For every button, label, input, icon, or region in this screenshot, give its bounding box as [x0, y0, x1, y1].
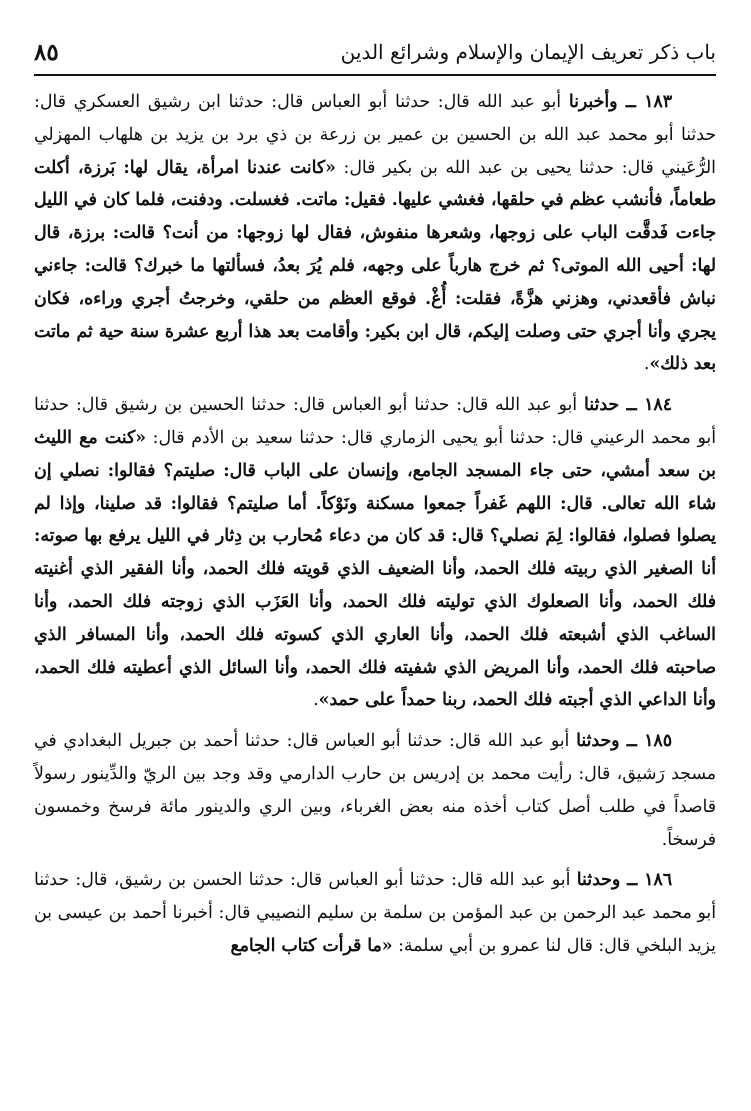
- entry-quote: «كنت مع الليث بن سعد أمشي، حتى جاء المسجد الجامع، وإنسان على الباب قال: صليتم؟ فقالوا: نصلي إن شاء الله تعالى. قال: اللهم غَفراً جمعوا مسكنة ونَوْكاً. أما صليتم؟ فقالوا: قد صلينا، وإذا لم يصلوا فصلوا، فقالوا: لِمَ نصلي؟ قال: قد كان من دعاء مُحارب بن دِثار في الليل يرفع بها صوته: أنا الصغير الذي ربيته فلك الحمد، وأنا الضعيف الذي قويته فلك الحمد، وأنا الفقير الذي أغنيته فلك الحمد، وأنا الصعلوك الذي توليته فلك الحمد، وأنا العَزَب الذي زوجته فلك الحمد، وأنا الساغب الذي أشبعته فلك الحمد، وأنا العاري الذي كسوته فلك الحمد، وأنا المسافر الذي صاحبته فلك الحمد، وأنا المريض الذي شفيته فلك الحمد، وأنا السائل الذي أعطيته فلك الحمد، وأنا الداعي الذي أجبته فلك الحمد، ربنا حمداً على حمد»: [34, 427, 716, 711]
- entry-number: ١٨٦: [644, 870, 672, 891]
- entry-dash: ــ: [617, 92, 645, 112]
- entry-lead-word: وحدثنا: [576, 731, 620, 752]
- entry-dash: ــ: [619, 731, 645, 752]
- entry-chain: أبو عبد الله قال: حدثنا أبو العباس قال: حدثنا الحسين بن رشيق قال: حدثنا أبو محمد الرعيني قال: حدثنا أبو يحيى الزماري قال: حدثنا سعيد بن الأدم قال:: [34, 395, 716, 448]
- entry-quote: «ما قرأت كتاب الجامع: [230, 935, 393, 956]
- entry-quote: «كانت عندنا امرأة، يقال لها: بَرزة، أكلت طعاماً، فأنشب عظم في حلقها، فغشي عليها. فقيل: ماتت. فغسلت. ودفنت، فلما كان في الليل جاءت فَدقَّت الباب على زوجها، وشعرها منفوش، فقال لها زوجها: من أنت؟ قالت: برزة، قال لها: أحيى الله الموتى؟ ثم خرج هارباً على وجهه، فلم يُرَ بعدُ، فسألتها ما خبرك؟ قالت: جاءني نباش فأقعدني، وهزني هزَّةً، فقلت: أُغْ. فوقع العظم من حلقي، وخرجتُ أجري وراءه، فكان يجري وأنا أجري حتى وصلت إليكم، قال ابن بكير: وأقامت بعد هذا أربع عشرة سنة حية ثم ماتت بعد ذلك»: [34, 157, 716, 375]
- hadith-entry: [34, 725, 716, 856]
- header-rule: [34, 74, 716, 76]
- page-body: [34, 86, 716, 971]
- entry-number: ١٨٤: [644, 395, 672, 416]
- entry-lead-word: وحدثنا: [576, 870, 621, 891]
- entry-number: ١٨٣: [644, 92, 672, 112]
- hadith-entry: [34, 389, 716, 717]
- entry-dash: ــ: [620, 870, 645, 891]
- entry-tail: .: [643, 354, 650, 375]
- entry-chain: أبو عبد الله قال: حدثنا أبو العباس قال: حدثنا ابن رشيق العسكري قال: حدثنا أبو محمد عبد الله بن الحسين بن عمير بن زرعة بن ذي برد بن يزيد بن هلهاب المهزلي الرُّعَيني قال: حدثنا يحيى بن عبد الله بن بكير قال:: [34, 92, 716, 178]
- entry-chain: أبو عبد الله قال: حدثنا أبو العباس قال: حدثنا الحسن بن رشيق، قال: حدثنا أبو محمد عبد الرحمن بن عبد المؤمن بن سلمة بن سليم النصيبي قال: أخبرنا أحمد بن عيسى بن يزيد البلخي قال: قال لنا عمرو بن أبي سلمة:: [34, 870, 716, 956]
- page-header: [34, 32, 716, 72]
- entry-lead-word: وأخبرنا: [568, 92, 618, 112]
- hadith-entry: [34, 864, 716, 962]
- entry-number: ١٨٥: [644, 731, 672, 752]
- page-number: ٨٥: [34, 38, 59, 66]
- hadith-entry: [34, 86, 716, 381]
- running-title: باب ذكر تعريف الإيمان والإسلام وشرائع الدين: [340, 40, 716, 64]
- entry-tail: .: [313, 690, 319, 711]
- entry-chain: أبو عبد الله قال: حدثنا أبو العباس قال: حدثنا أحمد بن جبريل البغدادي في مسجد رَشيق، قال: رأيت محمد بن إدريس بن حارب الدارمي وقد وجد بين الريّ والدِّينور رسولاً قاصداً في طلب أصل كتاب أخذه منه بعض الغرباء، وبين الري والدينور مائة فرسخ وخمسون فرسخاً.: [34, 731, 716, 850]
- entry-lead-word: حدثنا: [584, 395, 620, 416]
- entry-dash: ــ: [619, 395, 645, 416]
